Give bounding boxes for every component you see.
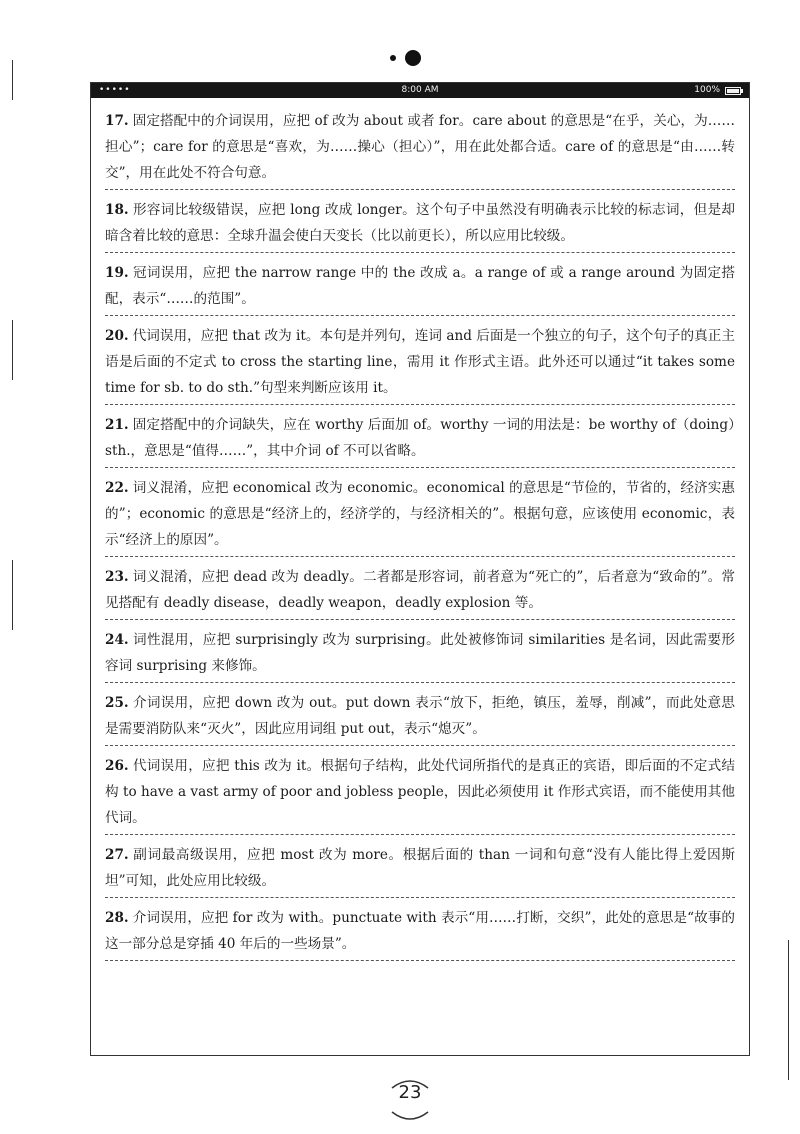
answer-item — [105, 190, 735, 253]
item-text: 冠词误用，应把 the narrow range 中的 the 改成 a。a range of 或 a range around 为固定搭配，表示“……的范围”。 — [105, 265, 735, 307]
answer-item — [105, 620, 735, 683]
status-bar — [91, 83, 749, 98]
item-number: 23. — [105, 569, 129, 585]
answer-list — [91, 98, 749, 961]
item-text: 固定搭配中的介词缺失，应在 worthy 后面加 of。worthy 一词的用法是：be worthy of（doing）sth.，意思是“值得……”，其中介词 of 不可以省略。 — [105, 417, 735, 459]
item-text: 介词误用，应把 down 改为 out。put down 表示“放下，拒绝，镇压，羞辱，削减”，而此处意思是需要消防队来“灭火”，因此应用词组 put out，表示“熄灭”。 — [105, 695, 735, 737]
item-number: 18. — [105, 202, 129, 218]
item-number: 21. — [105, 417, 129, 433]
answer-item — [105, 316, 735, 405]
left-margin-mark — [12, 60, 13, 100]
page-dot-current — [405, 50, 421, 66]
left-margin-mark — [12, 560, 13, 630]
item-number: 26. — [105, 758, 129, 774]
item-number: 27. — [105, 847, 129, 863]
page-dot-small — [390, 55, 396, 61]
item-text: 介词误用，应把 for 改为 with。punctuate with 表示“用……打断，交织”，此处的意思是“故事的这一部分总是穿插 40 年后的一些场景”。 — [105, 910, 735, 952]
right-margin-mark — [788, 940, 789, 1080]
battery-status — [694, 83, 741, 98]
item-text: 形容词比较级错误，应把 long 改成 longer。这个句子中虽然没有明确表示比较的标志词，但是却暗含着比较的意思：全球升温会使白天变长（比以前更长），所以应用比较级。 — [105, 202, 735, 244]
item-number: 25. — [105, 695, 129, 711]
item-text: 词性混用，应把 surprisingly 改为 surprising。此处被修饰词 similarities 是名词，因此需要形容词 surprising 来修饰。 — [105, 632, 735, 674]
device-frame — [90, 82, 750, 1056]
battery-icon — [725, 87, 741, 95]
item-text: 固定搭配中的介词误用，应把 of 改为 about 或者 for。care about 的意思是“在乎，关心，为……担心”；care for 的意思是“喜欢，为……操心（担心）”，用在此处都合适。care of 的意思是“由……转交”，用在此处不符合句意。 — [105, 113, 735, 181]
left-margin-mark — [12, 320, 13, 380]
answer-item — [105, 746, 735, 835]
status-time: 8:00 AM — [401, 85, 439, 95]
item-number: 19. — [105, 265, 129, 281]
answer-item — [105, 835, 735, 898]
item-text: 副词最高级误用，应把 most 改为 more。根据后面的 than 一词和句意“没有人能比得上爱因斯坦”可知，此处应用比较级。 — [105, 847, 735, 889]
page-indicator — [390, 48, 421, 68]
item-text: 代词误用，应把 that 改为 it。本句是并列句，连词 and 后面是一个独立的句子，这个句子的真正主语是后面的不定式 to cross the starting line，需用 it 作形式主语。此外还可以通过“it takes some time for sb. to do sth.”句型来判断应该用 it。 — [105, 328, 735, 396]
answer-item — [105, 101, 735, 190]
battery-percent: 100% — [694, 85, 720, 95]
item-number: 28. — [105, 910, 129, 926]
item-text: 词义混淆，应把 dead 改为 deadly。二者都是形容词，前者意为“死亡的”，后者意为“致命的”。常见搭配有 deadly disease，deadly weapon，deadly explosion 等。 — [105, 569, 735, 611]
signal-icon: ••••• — [99, 85, 131, 95]
answer-item — [105, 253, 735, 316]
item-text: 词义混淆，应把 economical 改为 economic。economical 的意思是“节俭的，节省的，经济实惠的”；economic 的意思是“经济上的，经济学的，与经济相关的”。根据句意，应该使用 economic，表示“经济上的原因”。 — [105, 480, 735, 548]
item-text: 代词误用，应把 this 改为 it。根据句子结构，此处代词所指代的是真正的宾语，即后面的不定式结构 to have a vast army of poor and jobless people，因此必须使用 it 作形式宾语，而不能使用其他代词。 — [105, 758, 735, 826]
item-number: 22. — [105, 480, 129, 496]
page-number-badge — [380, 1070, 440, 1130]
answer-item — [105, 468, 735, 557]
answer-item — [105, 898, 735, 961]
answer-item — [105, 405, 735, 468]
page-number: 23 — [398, 1082, 422, 1103]
item-number: 20. — [105, 328, 129, 344]
answer-item — [105, 683, 735, 746]
item-number: 24. — [105, 632, 129, 648]
item-number: 17. — [105, 113, 129, 129]
answer-item — [105, 557, 735, 620]
